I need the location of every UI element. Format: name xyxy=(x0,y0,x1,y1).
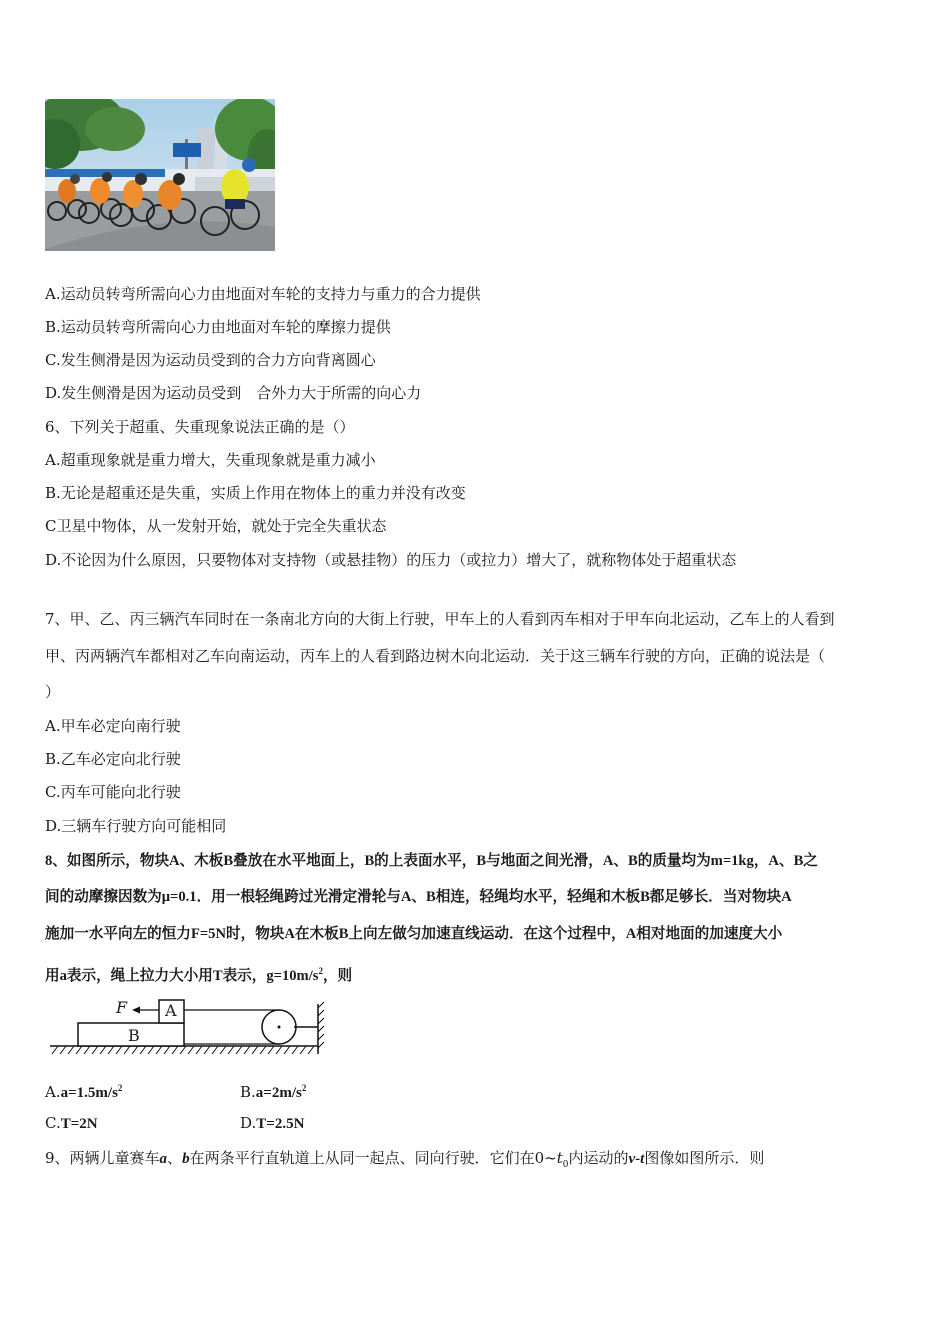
q9-t-symbol: t xyxy=(640,1151,645,1167)
q8-stem-tail: ，则 xyxy=(322,967,353,984)
q9-v-symbol: v xyxy=(628,1151,636,1167)
q6-option-c: C卫星中物体，从一发射开始，就处于完全失重状态 xyxy=(45,517,387,535)
q8-option-d-text: T=2.5N xyxy=(256,1116,305,1132)
q6-option-a: A.超重现象就是重力增大，失重现象就是重力减小 xyxy=(45,451,376,469)
q8-option-a xyxy=(45,1078,122,1103)
q5-option-a: A.运动员转弯所需向心力由地面对车轮的支持力与重力的合力提供 xyxy=(45,285,481,303)
q5-option-d: D.发生侧滑是因为运动员受到 合外力大于所需的向心力 xyxy=(45,384,422,402)
q9-text-1: 9、两辆儿童赛车 xyxy=(45,1149,160,1167)
q8-option-a-superscript: 2 xyxy=(117,1083,123,1093)
q9-text-4: 图像如图所示．则 xyxy=(644,1149,765,1167)
q6-stem: 6、下列关于超重、失重现象说法正确的是（） xyxy=(45,418,355,436)
q9-dash: - xyxy=(635,1151,641,1167)
q8-option-c xyxy=(45,1113,98,1134)
q9-separator: 、 xyxy=(167,1149,183,1167)
q7-stem-line-2: 甲、丙两辆汽车都相对乙车向南运动，丙车上的人看到路边树木向北运动．关于这三辆车行驶的方向，正确的说法是（ xyxy=(45,647,826,665)
q5-option-c: C.发生侧滑是因为运动员受到的合力方向背离圆心 xyxy=(45,351,376,369)
q7-stem-line-3: ） xyxy=(45,683,61,701)
q8-stem-superscript: 2 xyxy=(318,966,323,976)
q8-pulley-diagram xyxy=(48,998,324,1060)
q9-car-b: b xyxy=(182,1151,190,1167)
q8-option-b-text: a=2m/s xyxy=(255,1085,302,1101)
q9-text-2: 在两条平行直轨道上从同一起点、同向行驶．它们在0~ xyxy=(189,1149,557,1167)
q9-text-3: 内运动的 xyxy=(568,1149,629,1167)
q8-option-b xyxy=(240,1078,306,1103)
q7-option-c: C.丙车可能向北行驶 xyxy=(45,783,181,801)
q9-car-a: a xyxy=(159,1151,168,1167)
q8-stem-line-3: 施加一水平向左的恒力F=5N时，物块A在木板B上向左做匀加速直线运动．在这个过程中，A相对地面的加速度大小 xyxy=(45,926,783,942)
cycling-race-photo xyxy=(45,99,275,251)
q8-option-c-prefix: C. xyxy=(45,1114,61,1132)
q5-option-b: B.运动员转弯所需向心力由地面对车轮的摩擦力提供 xyxy=(45,318,391,336)
q8-stem-line-1: 8、如图所示，物块A、木板B叠放在水平地面上，B的上表面水平，B与地面之间光滑，A、B的质量均为m=1kg，A、B之 xyxy=(45,853,818,869)
q6-option-d: D.不论因为什么原因，只要物体对支持物（或悬挂物）的压力（或拉力）增大了，就称物体处于超重状态 xyxy=(45,551,737,569)
q8-option-b-superscript: 2 xyxy=(301,1083,307,1093)
q9-stem xyxy=(45,1148,764,1175)
block-a-label: A xyxy=(165,1001,177,1020)
q8-option-b-prefix: B. xyxy=(240,1083,256,1101)
q8-stem-line-4 xyxy=(45,961,352,986)
q8-option-c-text: T=2N xyxy=(60,1116,98,1132)
q8-option-a-text: a=1.5m/s xyxy=(60,1085,118,1101)
q8-option-d xyxy=(240,1113,304,1134)
q7-option-d: D.三辆车行驶方向可能相同 xyxy=(45,817,227,835)
q7-option-a: A.甲车必定向南行驶 xyxy=(45,717,181,735)
q7-option-b: B.乙车必定向北行驶 xyxy=(45,750,181,768)
q6-option-b: B.无论是超重还是失重，实质上作用在物体上的重力并没有改变 xyxy=(45,484,466,502)
q7-stem-line-1: 7、甲、乙、丙三辆汽车同时在一条南北方向的大街上行驶，甲车上的人看到丙车相对于甲车向北运动，乙车上的人看到 xyxy=(45,610,835,628)
board-b-label: B xyxy=(128,1026,140,1045)
q9-time-subscript: 0 xyxy=(562,1160,569,1170)
force-f-label: F xyxy=(116,998,128,1017)
q8-option-a-prefix: A. xyxy=(45,1083,61,1101)
q8-stem-line-2: 间的动摩擦因数为μ=0.1．用一根轻绳跨过光滑定滑轮与A、B相连，轻绳均水平，轻绳和木板B都足够长．当对物块A xyxy=(45,889,792,905)
q8-option-d-prefix: D. xyxy=(240,1114,257,1132)
q8-stem-text: 用a表示，绳上拉力大小用T表示，g=10m/s xyxy=(45,967,319,984)
q9-time-t: t xyxy=(556,1149,563,1167)
